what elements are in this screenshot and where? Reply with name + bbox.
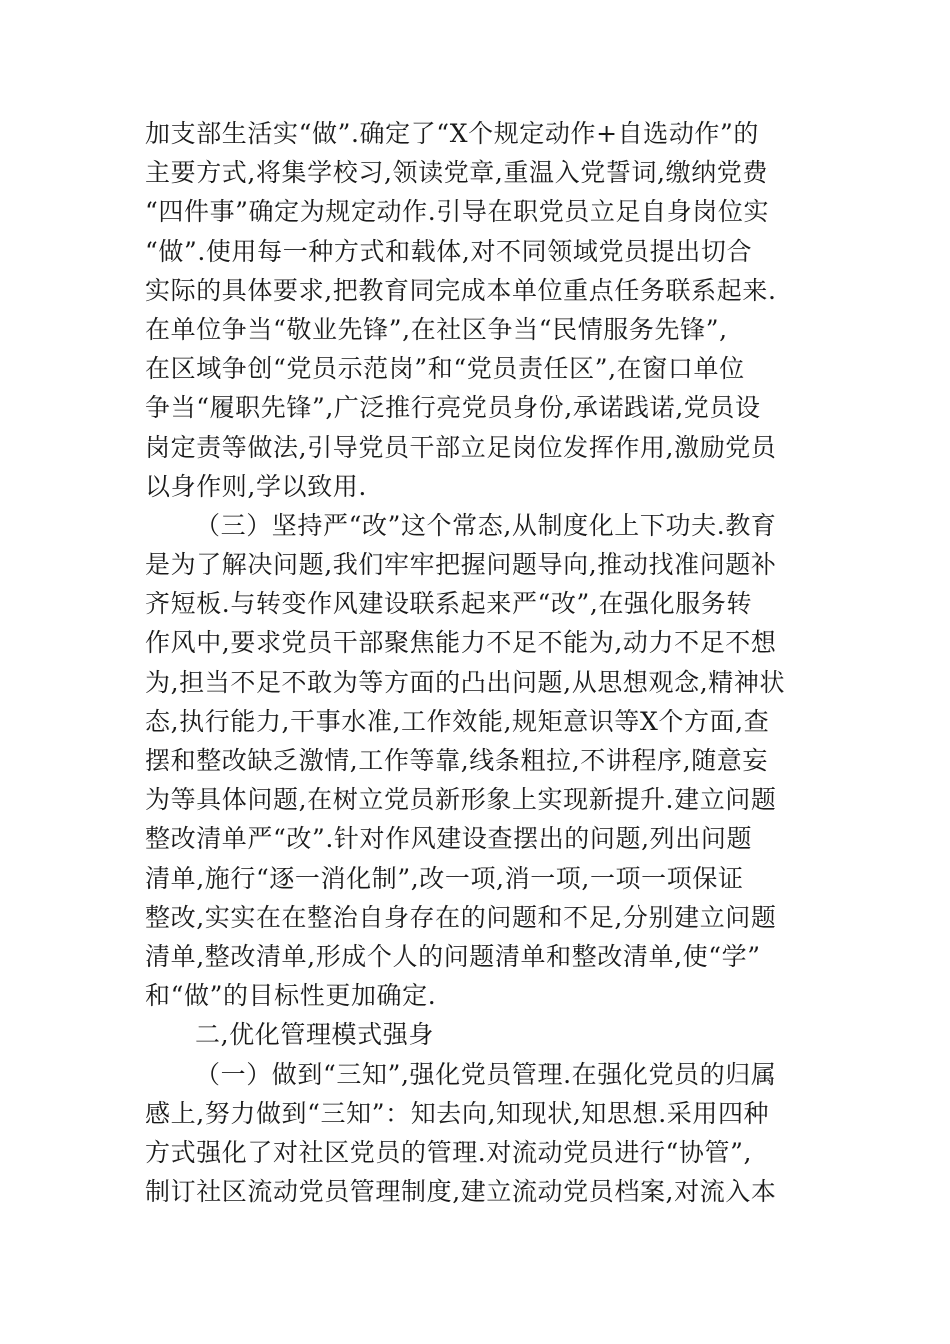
text-line: 和“做”的目标性更加确定. <box>145 981 437 1011</box>
text-line: “做”.使用每一种方式和载体,对不同领域党员提出切合 <box>145 236 753 266</box>
text-line: （一）做到“三知”,强化党员管理.在强化党员的归属 <box>195 1059 777 1089</box>
text-line: 主要方式,将集学校习,领读党章,重温入党誓词,缴纳党费 <box>145 158 768 188</box>
text-line: 清单,整改清单,形成个人的问题清单和整改清单,使“学” <box>145 941 761 971</box>
text-line: （三）坚持严“改”这个常态,从制度化上下功夫.教育 <box>195 510 777 540</box>
text-line: 态,执行能力,干事水准,工作效能,规矩意识等X个方面,查 <box>145 706 770 736</box>
text-line: 在区域争创“党员示范岗”和“党员责任区”,在窗口单位 <box>145 354 745 384</box>
text-line: 方式强化了对社区党员的管理.对流动党员进行“协管”, <box>145 1137 753 1167</box>
text-line: 作风中,要求党员干部聚焦能力不足不能为,动力不足不想 <box>145 628 777 658</box>
text-line: 在单位争当“敬业先锋”,在社区争当“民情服务先锋”, <box>145 314 728 344</box>
text-line: 加支部生活实“做”.确定了“X个规定动作+自选动作”的 <box>145 119 760 148</box>
text-line: “四件事”确定为规定动作.引导在职党员立足自身岗位实 <box>145 197 770 227</box>
text-line: 制订社区流动党员管理制度,建立流动党员档案,对流入本 <box>145 1177 777 1207</box>
text-line: 齐短板.与转变作风建设联系起来严“改”,在强化服务转 <box>145 589 753 619</box>
text-line: 感上,努力做到“三知”：知去向,知现状,知思想.采用四种 <box>145 1098 770 1128</box>
text-line: 二,优化管理模式强身 <box>195 1020 434 1050</box>
body-text <box>145 114 810 1211</box>
text-line: 摆和整改缺乏激情,工作等靠,线条粗拉,不讲程序,随意妄 <box>145 746 768 775</box>
text-line: 是为了解决问题,我们牢牢把握问题导向,推动找准问题补 <box>145 550 777 580</box>
text-line: 整改清单严“改”.针对作风建设查摆出的问题,列出问题 <box>145 824 753 854</box>
text-line: 争当“履职先锋”,广泛推行亮党员身份,承诺践诺,党员设 <box>145 393 761 423</box>
text-line: 为等具体问题,在树立党员新形象上实现新提升.建立问题 <box>145 785 777 815</box>
text-line: 岗定责等做法,引导党员干部立足岗位发挥作用,激励党员 <box>145 432 777 462</box>
text-line: 以身作则,学以致用. <box>145 471 367 501</box>
text-line: 实际的具体要求,把教育同完成本单位重点任务联系起来. <box>145 275 777 305</box>
text-line: 清单,施行“逐一消化制”,改一项,消一项,一项一项保证 <box>145 863 744 893</box>
text-line: 为,担当不足不敢为等方面的凸出问题,从思想观念,精神状 <box>145 667 786 697</box>
text-line: 整改,实实在在整治自身存在的问题和不足,分别建立问题 <box>145 902 777 932</box>
